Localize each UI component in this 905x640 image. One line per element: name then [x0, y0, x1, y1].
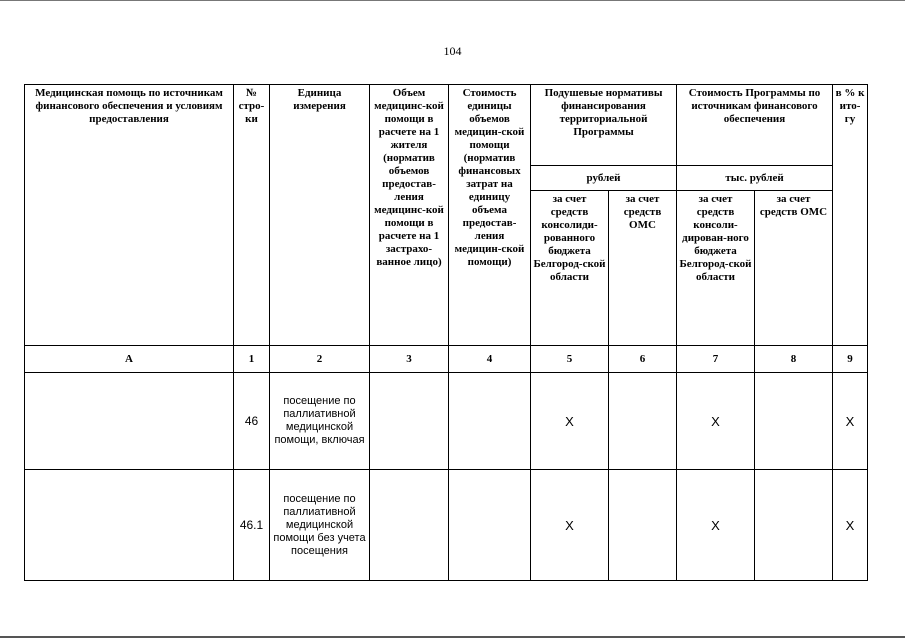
table-row [25, 470, 868, 581]
cell-col-8 [755, 470, 833, 581]
column-number: 8 [755, 346, 833, 373]
column-number: 7 [677, 346, 755, 373]
header-sub-oms-6: за счет средств ОМС [609, 191, 677, 346]
medical-care-table [24, 84, 868, 581]
cell-a [25, 373, 234, 470]
header-col-program-cost: Стоимость Программы по источникам финансового обеспечения [677, 85, 833, 166]
cell-unit-cost [449, 470, 531, 581]
header-sub-oms-8: за счет средств ОМС [755, 191, 833, 346]
header-sub-budget-5: за счет средств консолиди-рованного бюджета Белгород-ской области [531, 191, 609, 346]
header-col-unit-cost: Стоимость единицы объемов медицин-ской помощи (норматив финансовых затрат на единицу объема предостав-ления медицин-ской помощи) [449, 85, 531, 346]
header-col-per-capita: Подушевые нормативы финансирования территориальной Программы [531, 85, 677, 166]
scan-edge-bottom [0, 636, 905, 638]
column-number: 4 [449, 346, 531, 373]
cell-col-6 [609, 373, 677, 470]
cell-volume [370, 373, 449, 470]
header-sub-thousand-rubles: тыс. рублей [677, 166, 833, 191]
cell-col-6 [609, 470, 677, 581]
cell-unit: посещение по паллиативной медицинской помощи без учета посещения [270, 470, 370, 581]
column-number: 3 [370, 346, 449, 373]
header-col-percent: в % к ито-гу [833, 85, 868, 346]
cell-col-7: Х [677, 470, 755, 581]
header-sub-budget-7: за счет средств консоли-дирован-ного бюджета Белгород-ской области [677, 191, 755, 346]
cell-col-5: Х [531, 373, 609, 470]
cell-volume [370, 470, 449, 581]
column-numbering-row [25, 346, 868, 373]
table-row [25, 373, 868, 470]
column-number: 9 [833, 346, 868, 373]
scan-edge-top [0, 0, 905, 1]
column-number: 2 [270, 346, 370, 373]
header-col-volume: Объем медицинс-кой помощи в расчете на 1 жителя (норматив объемов предостав-ления медицинс-кой помощи в расчете на 1 застрахо-ванное лицо) [370, 85, 449, 346]
cell-col-9: Х [833, 373, 868, 470]
cell-row-number: 46.1 [234, 470, 270, 581]
cell-col-5: Х [531, 470, 609, 581]
cell-col-7: Х [677, 373, 755, 470]
cell-a [25, 470, 234, 581]
header-col-unit: Единица измерения [270, 85, 370, 346]
column-number: А [25, 346, 234, 373]
cell-col-8 [755, 373, 833, 470]
column-number: 1 [234, 346, 270, 373]
column-number: 5 [531, 346, 609, 373]
header-col-row-number: № стро-ки [234, 85, 270, 346]
column-number: 6 [609, 346, 677, 373]
cell-unit-cost [449, 373, 531, 470]
header-col-a: Медицинская помощь по источникам финансового обеспечения и условиям предоставления [25, 85, 234, 346]
cell-row-number: 46 [234, 373, 270, 470]
header-sub-rubles: рублей [531, 166, 677, 191]
page-number: 104 [443, 44, 462, 58]
cell-unit: посещение по паллиативной медицинской помощи, включая [270, 373, 370, 470]
cell-col-9: Х [833, 470, 868, 581]
